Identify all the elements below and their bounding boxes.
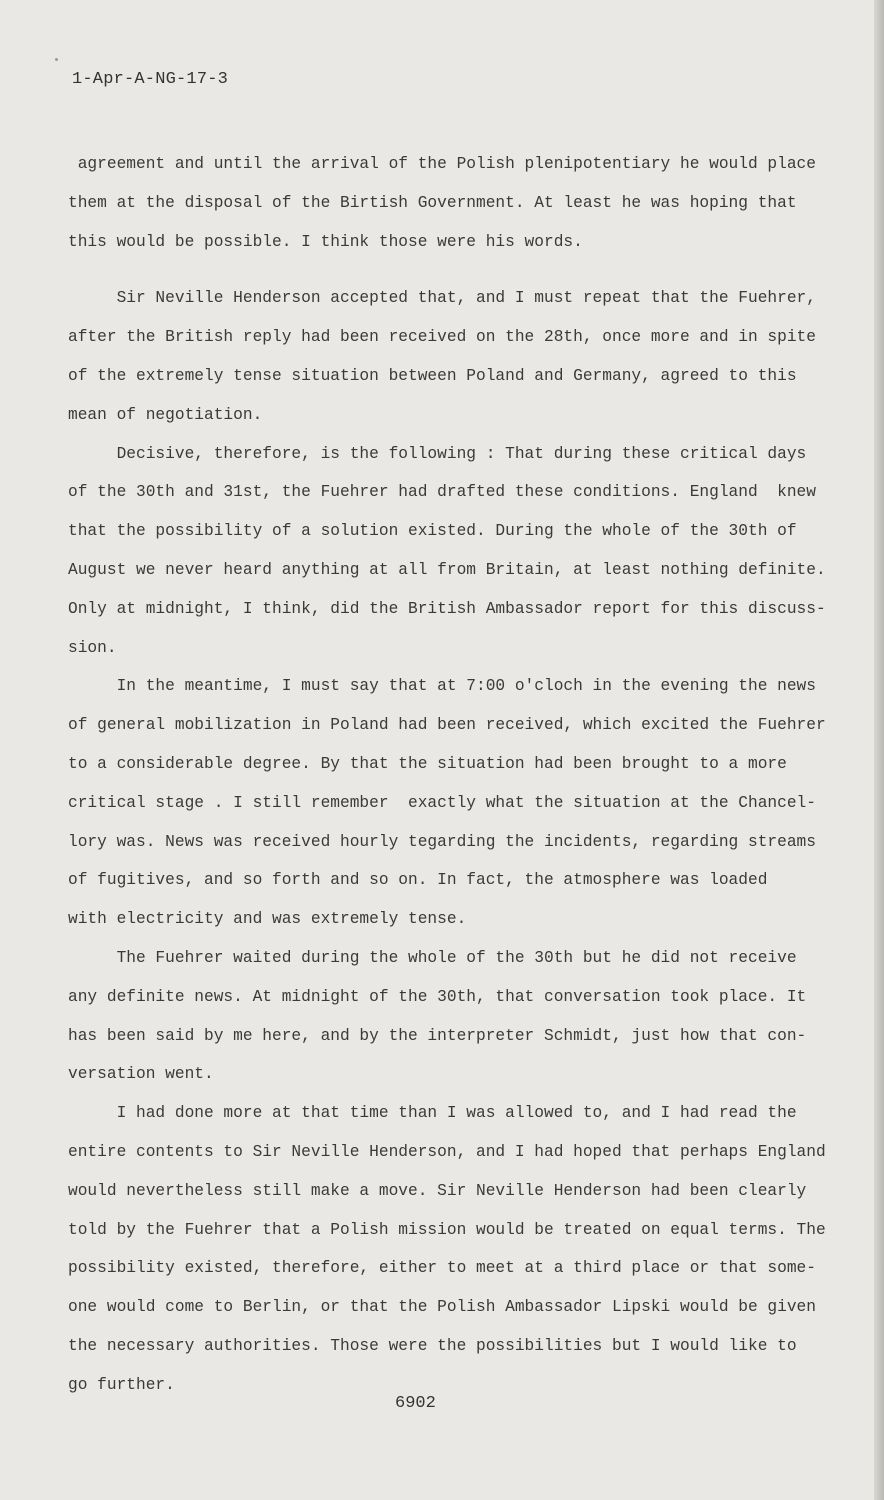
text-line: one would come to Berlin, or that the Polish Ambassador Lipski would be given <box>68 1298 816 1317</box>
text-line: I had done more at that time than I was allowed to, and I had read the <box>68 1104 797 1123</box>
text-line: Sir Neville Henderson accepted that, and I must repeat that the Fuehrer, <box>68 289 816 308</box>
text-line: possibility existed, therefore, either to meet at a third place or that some- <box>68 1259 816 1278</box>
paragraph <box>68 939 838 1094</box>
page-edge <box>874 0 884 1500</box>
text-line: after the British reply had been received on the 28th, once more and in spite <box>68 328 816 347</box>
text-line: August we never heard anything at all from Britain, at least nothing definite. <box>68 560 826 579</box>
text-line: agreement and until the arrival of the Polish plenipotentiary he would place <box>68 155 816 173</box>
corner-mark <box>55 58 58 61</box>
text-line: The Fuehrer waited during the whole of the 30th but he did not receive <box>68 948 797 967</box>
text-line: mean of negotiation. <box>68 405 263 424</box>
text-line: sion. <box>68 638 117 657</box>
paragraph <box>68 1094 838 1404</box>
text-line: of fugitives, and so forth and so on. In fact, the atmosphere was loaded <box>68 871 768 890</box>
paragraph <box>68 145 838 261</box>
text-line: to a considerable degree. By that the situation had been brought to a more <box>68 754 787 773</box>
text-line: them at the disposal of the Birtish Government. At least he was hoping that <box>68 193 797 212</box>
document-reference: 1-Apr-A-NG-17-3 <box>72 70 229 89</box>
text-line: with electricity and was extremely tense. <box>68 910 467 929</box>
text-line: the necessary authorities. Those were the possibilities but I would like to <box>68 1336 797 1355</box>
text-line: of the extremely tense situation between Poland and Germany, agreed to this <box>68 366 797 385</box>
text-line: that the possibility of a solution existed. During the whole of the 30th of <box>68 522 797 541</box>
text-line: Only at midnight, I think, did the British Ambassador report for this discuss- <box>68 599 826 618</box>
text-line: told by the Fuehrer that a Polish mission would be treated on equal terms. The <box>68 1220 826 1239</box>
text-line: entire contents to Sir Neville Henderson, and I had hoped that perhaps England <box>68 1142 826 1161</box>
text-line: would nevertheless still make a move. Sir Neville Henderson had been clearly <box>68 1181 807 1200</box>
text-line: any definite news. At midnight of the 30th, that conversation took place. It <box>68 987 807 1006</box>
paragraph <box>68 435 838 668</box>
text-line: In the meantime, I must say that at 7:00 o'cloch in the evening the news <box>68 677 816 696</box>
text-line: Decisive, therefore, is the following : That during these critical days <box>68 444 807 463</box>
text-line: of the 30th and 31st, the Fuehrer had drafted these conditions. England knew <box>68 483 816 502</box>
text-line: versation went. <box>68 1065 214 1084</box>
document-body <box>68 145 838 1405</box>
paragraph <box>68 279 838 434</box>
text-line: of general mobilization in Poland had been received, which excited the Fuehrer <box>68 716 826 735</box>
text-line: lory was. News was received hourly tegarding the incidents, regarding streams <box>68 832 816 851</box>
text-line: critical stage . I still remember exactly what the situation at the Chancel- <box>68 793 816 812</box>
text-line: go further. <box>68 1375 175 1394</box>
text-line: has been said by me here, and by the interpreter Schmidt, just how that con- <box>68 1026 807 1045</box>
paragraph <box>68 667 838 939</box>
page-number: 6902 <box>395 1394 436 1413</box>
text-line: this would be possible. I think those were his words. <box>68 232 583 251</box>
